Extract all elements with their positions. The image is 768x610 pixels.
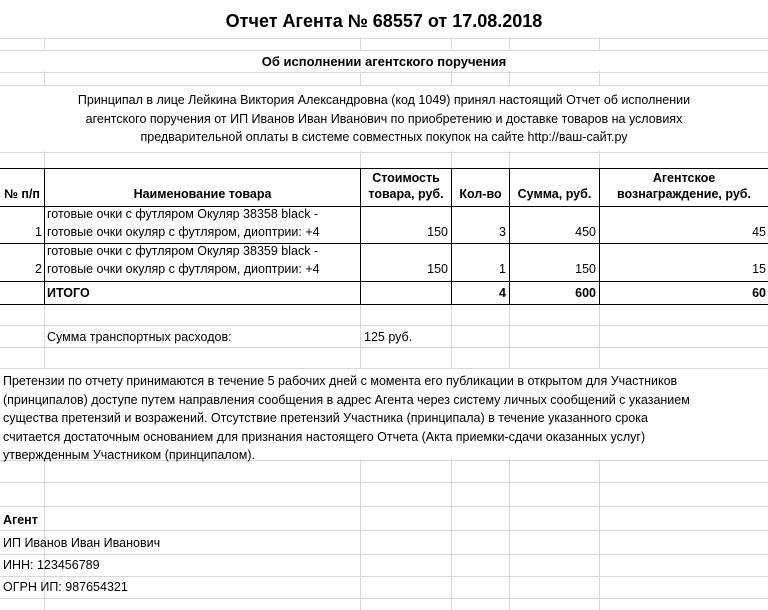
header-sum: Сумма, руб.	[517, 187, 592, 201]
total-fee: 60	[752, 286, 766, 300]
header-price-line1: Стоимость	[372, 171, 440, 185]
total-quantity: 4	[499, 286, 506, 300]
row-fee: 15	[752, 262, 766, 276]
claims-line: Претензии по отчету принимаются в течение 5 рабочих дней с момента его публикации в открытом для Участников	[3, 374, 678, 388]
claims-line: существа претензий и возражений. Отсутствие претензий Участника (принципала) в течение указанного срока	[3, 411, 648, 425]
transport-label: Сумма транспортных расходов:	[47, 330, 232, 344]
intro-line: Принципал в лице Лейкина Виктория Александровна (код 1049) принял настоящий Отчет об исполнении	[77, 93, 691, 107]
row-quantity: 3	[499, 225, 506, 239]
header-fee-line1: Агентское	[652, 171, 716, 185]
agent-heading: Агент	[3, 513, 38, 527]
row-name-line1: готовые очки с футляром Окуляр 38359 black -	[47, 244, 319, 258]
claims-line: утвержденным Участником (принципалом).	[3, 448, 255, 462]
row-name-line2: готовые очки окуляр с футляром, диоптрии: +4	[47, 225, 320, 239]
transport-value: 125 руб.	[364, 330, 413, 344]
intro-line: агентского поручения от ИП Иванов Иван Иванович по приобретению и доставке товаров на условиях	[85, 111, 683, 126]
intro-paragraph	[0, 91, 768, 147]
row-number: 1	[35, 225, 42, 239]
row-sum: 450	[575, 225, 596, 239]
claims-line: считается достаточным основанием для признания настоящего Отчета (Акта приемки-сдачи оказанных услуг)	[3, 429, 646, 444]
row-name-line1: готовые очки с футляром Окуляр 38358 black -	[47, 207, 319, 221]
row-price: 150	[427, 262, 448, 276]
total-sum: 600	[575, 286, 596, 300]
intro-line: предварительной оплаты в системе совместных покупок на сайте http://ваш-сайт.ру	[140, 130, 628, 144]
claims-line: (принципалов) доступе путем направления сообщения в адрес Агента через систему личных сообщений с указанием	[3, 392, 690, 407]
report-title: Отчет Агента № 68557 от 17.08.2018	[225, 11, 543, 31]
claims-paragraph	[3, 372, 768, 465]
header-product-name: Наименование товара	[133, 187, 272, 201]
agent-name: ИП Иванов Иван Иванович	[3, 536, 161, 550]
header-fee-line2: вознаграждение, руб.	[617, 187, 751, 201]
total-label: ИТОГО	[47, 286, 90, 300]
row-fee: 45	[752, 225, 766, 239]
row-sum: 150	[575, 262, 596, 276]
row-name-line2: готовые очки окуляр с футляром, диоптрии: +4	[47, 262, 320, 276]
agent-inn: ИНН: 123456789	[3, 558, 100, 572]
header-number: № п/п	[4, 187, 40, 201]
header-price-line2: товара, руб.	[368, 187, 444, 201]
row-number: 2	[35, 262, 42, 276]
agent-ogrn: ОГРН ИП: 987654321	[3, 580, 128, 594]
row-quantity: 1	[499, 262, 506, 276]
header-quantity: Кол-во	[459, 187, 502, 201]
report-subtitle: Об исполнении агентского поручения	[261, 54, 507, 69]
row-price: 150	[427, 225, 448, 239]
